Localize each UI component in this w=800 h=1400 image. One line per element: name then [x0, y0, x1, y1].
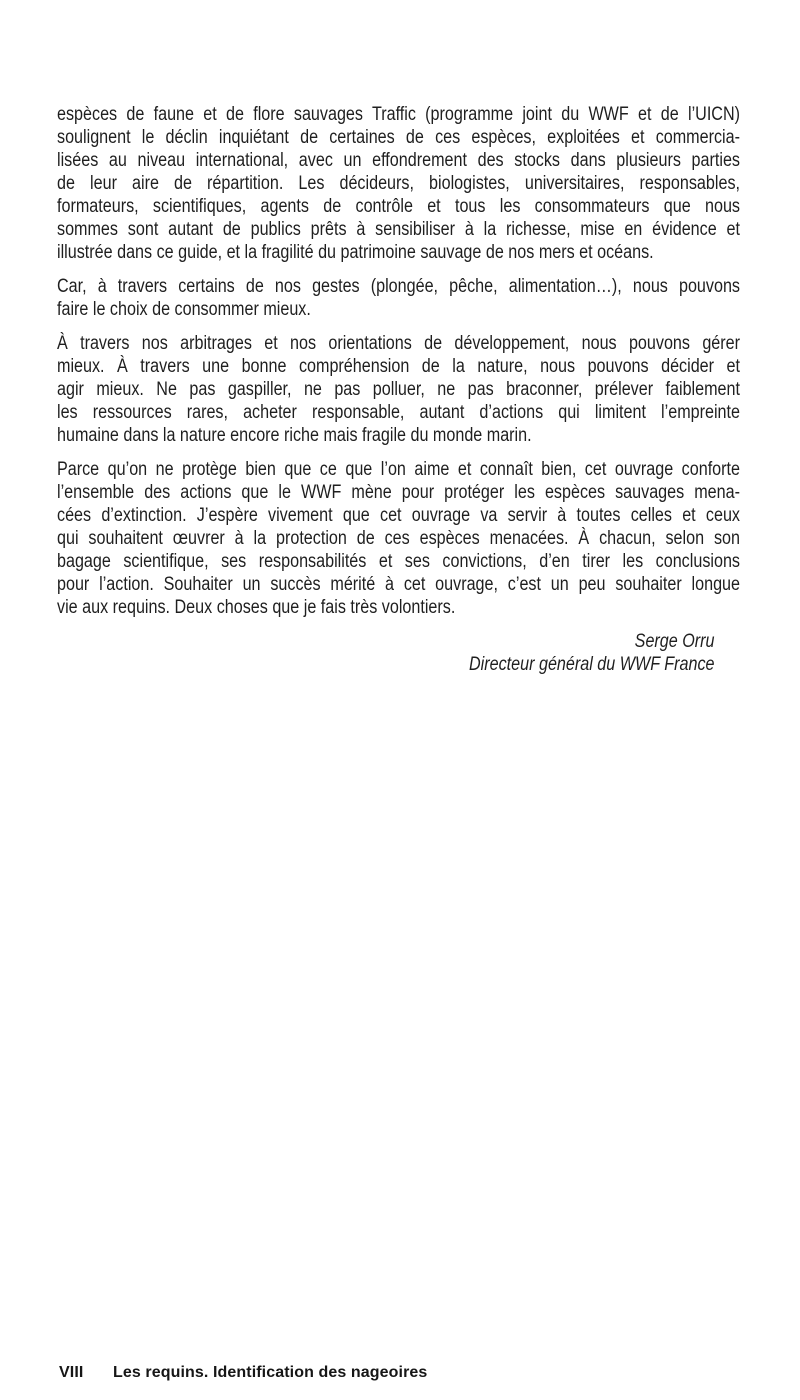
signature-title: Directeur général du WWF France	[469, 654, 715, 675]
text-line: de leur aire de répartition. Les décideurs, biologistes, universitaires, responsables,	[57, 173, 740, 194]
text-line: À travers nos arbitrages et nos orientations de développement, nous pouvons gérer	[57, 333, 740, 354]
paragraph	[57, 103, 740, 264]
text-line: cées d’extinction. J’espère vivement que cet ouvrage va servir à toutes celles et ceux	[57, 505, 740, 526]
signature-name: Serge Orru	[634, 631, 715, 652]
text-line: humaine dans la nature encore riche mais fragile du monde marin.	[57, 425, 532, 446]
text-line: Car, à travers certains de nos gestes (plongée, pêche, alimentation…), nous pouvons	[57, 276, 740, 297]
text-line: bagage scientifique, ses responsabilités et ses convictions, d’en tirer les conclusions	[57, 551, 740, 572]
text-line: mieux. À travers une bonne compréhension de la nature, nous pouvons décider et	[57, 356, 740, 377]
text-line: Parce qu’on ne protège bien que ce que l’on aime et connaît bien, cet ouvrage conforte	[57, 459, 740, 480]
footer	[59, 1364, 427, 1381]
text-line: sommes sont autant de publics prêts à sensibiliser à la richesse, mise en évidence et	[57, 219, 740, 240]
running-title: Les requins. Identification des nageoires	[113, 1364, 428, 1381]
body-text	[57, 103, 740, 676]
paragraph	[57, 458, 740, 619]
text-line: vie aux requins. Deux choses que je fais très volontiers.	[57, 597, 456, 618]
text-line: agir mieux. Ne pas gaspiller, ne pas polluer, ne pas braconner, prélever faiblement	[57, 379, 740, 400]
text-line: illustrée dans ce guide, et la fragilité du patrimoine sauvage de nos mers et océans.	[57, 242, 654, 263]
page-number: VIII	[59, 1364, 84, 1381]
text-line: les ressources rares, acheter responsable, autant d’actions qui limitent l’empreinte	[57, 402, 740, 423]
text-line: l’ensemble des actions que le WWF mène pour protéger les espèces sauvages mena-	[57, 482, 740, 503]
paragraph	[57, 332, 740, 447]
text-line: faire le choix de consommer mieux.	[57, 299, 311, 320]
text-line: soulignent le déclin inquiétant de certaines de ces espèces, exploitées et commercia-	[57, 127, 740, 148]
text-line: pour l’action. Souhaiter un succès mérité à cet ouvrage, c’est un peu souhaiter longue	[57, 574, 740, 595]
signature-block	[57, 630, 740, 676]
text-line: qui souhaitent œuvrer à la protection de ces espèces menacées. À chacun, selon son	[57, 528, 740, 549]
text-line: espèces de faune et de flore sauvages Traffic (programme joint du WWF et de l’UICN)	[57, 104, 740, 125]
body-text-column	[57, 103, 740, 676]
text-line: formateurs, scientifiques, agents de contrôle et tous les consommateurs que nous	[57, 196, 740, 217]
paragraph	[57, 275, 740, 321]
text-line: lisées au niveau international, avec un effondrement des stocks dans plusieurs parties	[57, 150, 740, 171]
